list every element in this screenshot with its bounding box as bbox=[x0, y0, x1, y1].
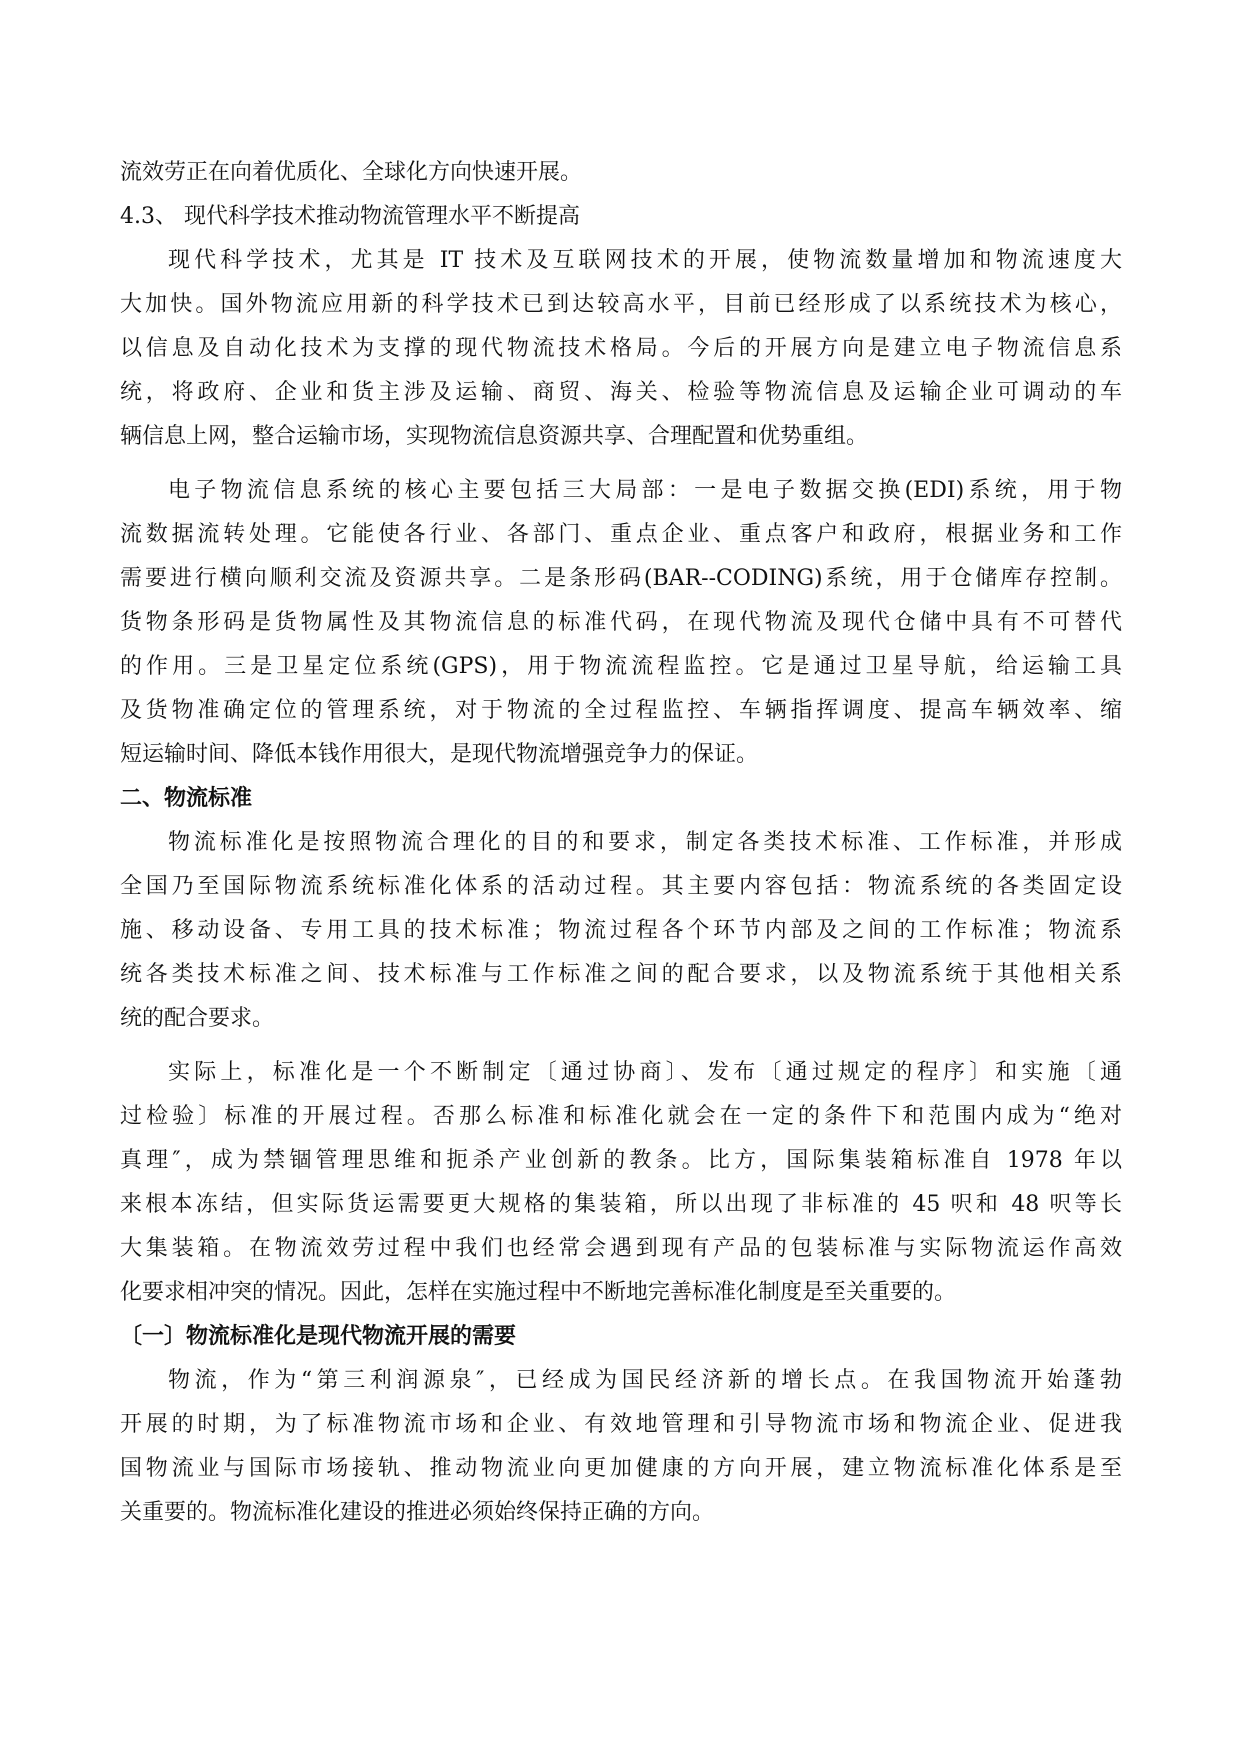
text-line: 化要求相冲突的情况。因此，怎样在实施过程中不断地完善标准化制度是至关重要的。 bbox=[120, 1280, 957, 1305]
text-line: 的作用。三是卫星定位系统(GPS)，用于物流流程监控。它是通过卫星导航，给运输工具 bbox=[120, 654, 1122, 679]
subsection-heading-standardization-need: 〔一〕物流标准化是现代物流开展的需要 bbox=[120, 1324, 517, 1349]
text-line: 大加快。国外物流应用新的科学技术已到达较高水平，目前已经形成了以系统技术为核心， bbox=[120, 292, 1122, 317]
document-page bbox=[120, 151, 1122, 1535]
paragraph-third-profit-source bbox=[120, 1359, 1122, 1535]
text-line: 国物流业与国际市场接轨、推动物流业向更加健康的方向开展，建立物流标准化体系是至 bbox=[120, 1456, 1122, 1481]
text-line: 现代科学技术，尤其是 IT 技术及互联网技术的开展，使物流数量增加和物流速度大 bbox=[168, 248, 1122, 273]
section-heading-4-3: 4.3、 现代科学技术推动物流管理水平不断提高 bbox=[120, 204, 580, 229]
text-line: 统的配合要求。 bbox=[120, 1006, 275, 1031]
text-line: 物流，作为“第三利润源泉″，已经成为国民经济新的增长点。在我国物流开始蓬勃 bbox=[168, 1368, 1122, 1393]
paragraph-electronic-logistics bbox=[120, 469, 1122, 777]
text-line: 需要进行横向顺利交流及资源共享。二是条形码(BAR--CODING)系统，用于仓储库存控制。 bbox=[120, 566, 1122, 591]
text-line: 过检验〕标准的开展过程。否那么标准和标准化就会在一定的条件下和范围内成为“绝对 bbox=[120, 1104, 1122, 1129]
text-line: 流效劳正在向着优质化、全球化方向快速开展。 bbox=[120, 160, 583, 185]
text-line: 短运输时间、降低本钱作用很大，是现代物流增强竞争力的保证。 bbox=[120, 742, 759, 767]
paragraph-standardization-process bbox=[120, 1051, 1122, 1315]
text-line: 真理″，成为禁锢管理思维和扼杀产业创新的教条。比方，国际集装箱标准自 1978 年以 bbox=[120, 1148, 1122, 1173]
text-line: 来根本冻结，但实际货运需要更大规格的集装箱，所以出现了非标准的 45 呎和 48 呎等长 bbox=[120, 1192, 1122, 1217]
text-line: 统，将政府、企业和货主涉及运输、商贸、海关、检验等物流信息及运输企业可调动的车 bbox=[120, 380, 1122, 405]
paragraph-standardization-definition bbox=[120, 821, 1122, 1041]
text-line: 货物条形码是货物属性及其物流信息的标准代码，在现代物流及现代仓储中具有不可替代 bbox=[120, 610, 1122, 635]
text-line: 统各类技术标准之间、技术标准与工作标准之间的配合要求，以及物流系统于其他相关系 bbox=[120, 962, 1122, 987]
text-line: 辆信息上网，整合运输市场，实现物流信息资源共享、合理配置和优势重组。 bbox=[120, 424, 869, 449]
text-line: 流数据流转处理。它能使各行业、各部门、重点企业、重点客户和政府，根据业务和工作 bbox=[120, 522, 1122, 547]
text-line: 以信息及自动化技术为支撑的现代物流技术格局。今后的开展方向是建立电子物流信息系 bbox=[120, 336, 1122, 361]
text-line: 全国乃至国际物流系统标准化体系的活动过程。其主要内容包括：物流系统的各类固定设 bbox=[120, 874, 1122, 899]
section-heading-logistics-standards: 二、物流标准 bbox=[120, 786, 253, 811]
text-line: 及货物准确定位的管理系统，对于物流的全过程监控、车辆指挥调度、提高车辆效率、缩 bbox=[120, 698, 1122, 723]
text-line: 开展的时期，为了标准物流市场和企业、有效地管理和引导物流市场和物流企业、促进我 bbox=[120, 1412, 1122, 1437]
text-line: 关重要的。物流标准化建设的推进必须始终保持正确的方向。 bbox=[120, 1500, 715, 1525]
text-line: 实际上，标准化是一个不断制定〔通过协商〕、发布〔通过规定的程序〕和实施〔通 bbox=[168, 1060, 1122, 1085]
text-line: 施、移动设备、专用工具的技术标准；物流过程各个环节内部及之间的工作标准；物流系 bbox=[120, 918, 1122, 943]
text-line: 大集装箱。在物流效劳过程中我们也经常会遇到现有产品的包装标准与实际物流运作高效 bbox=[120, 1236, 1122, 1261]
paragraph-modern-technology bbox=[120, 239, 1122, 459]
text-line: 电子物流信息系统的核心主要包括三大局部：一是电子数据交换(EDI)系统，用于物 bbox=[168, 478, 1122, 503]
text-line: 物流标准化是按照物流合理化的目的和要求，制定各类技术标准、工作标准，并形成 bbox=[168, 830, 1122, 855]
